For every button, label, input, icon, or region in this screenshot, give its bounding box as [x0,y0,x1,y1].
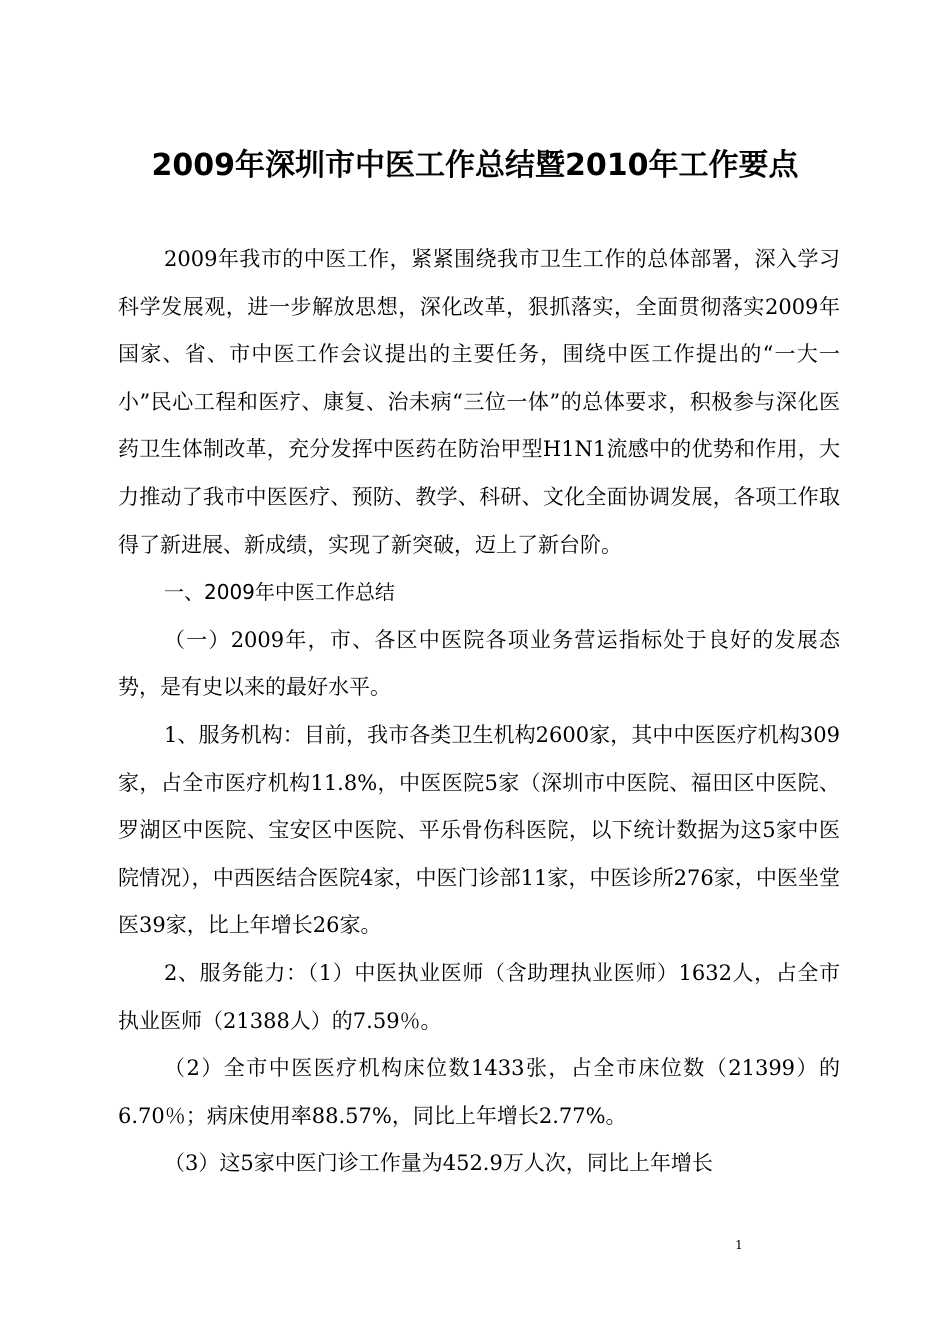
section-heading: 一、2009年中医工作总结 [164,580,395,605]
page-number [0,1238,950,1252]
service-institutions-paragraph: 1、服务机构：目前，我市各类卫生机构2600家，其中中医医疗机构309家，占全市医疗机构11.8%，中医医院5家（深圳市中医院、福田区中医院、罗湖区中医院、宝安区中医院、平乐骨伤科医院，以下统计数据为这5家中医院情况），中西医结合医院4家，中医门诊部11家，中医诊所276家，中医坐堂医39家，比上年增长26家。 [118,722,840,938]
subsection-paragraph: （一）2009年，市、各区中医院各项业务营运指标处于良好的发展态势，是有史以来的最好水平。 [118,627,840,700]
document-body [118,236,840,1188]
service-capacity-paragraph: 2、服务能力：（1）中医执业医师（含助理执业医师）1632人，占全市执业医师（21388人）的7.59％。 [118,960,840,1033]
page-number-text: 1 [735,1238,743,1252]
outpatient-paragraph: （3）这5家中医门诊工作量为452.9万人次，同比上年增长 [164,1151,713,1176]
intro-paragraph: 2009年我市的中医工作，紧紧围绕我市卫生工作的总体部署，深入学习科学发展观，进一步解放思想，深化改革，狠抓落实，全面贯彻落实2009年国家、省、市中医工作会议提出的主要任务，围绕中医工作提出的“一大一小”民心工程和医疗、康复、治未病“三位一体”的总体要求，积极参与深化医药卫生体制改革，充分发挥中医药在防治甲型H1N1流感中的优势和作用，大力推动了我市中医医疗、预防、教学、科研、文化全面协调发展，各项工作取得了新进展、新成绩，实现了新突破，迈上了新台阶。 [118,247,840,557]
document-title: 2009年深圳市中医工作总结暨2010年工作要点 [151,148,799,183]
bed-count-paragraph: （2）全市中医医疗机构床位数1433张，占全市床位数（21399）的6.70％；病床使用率88.57%，同比上年增长2.77%。 [118,1056,840,1128]
